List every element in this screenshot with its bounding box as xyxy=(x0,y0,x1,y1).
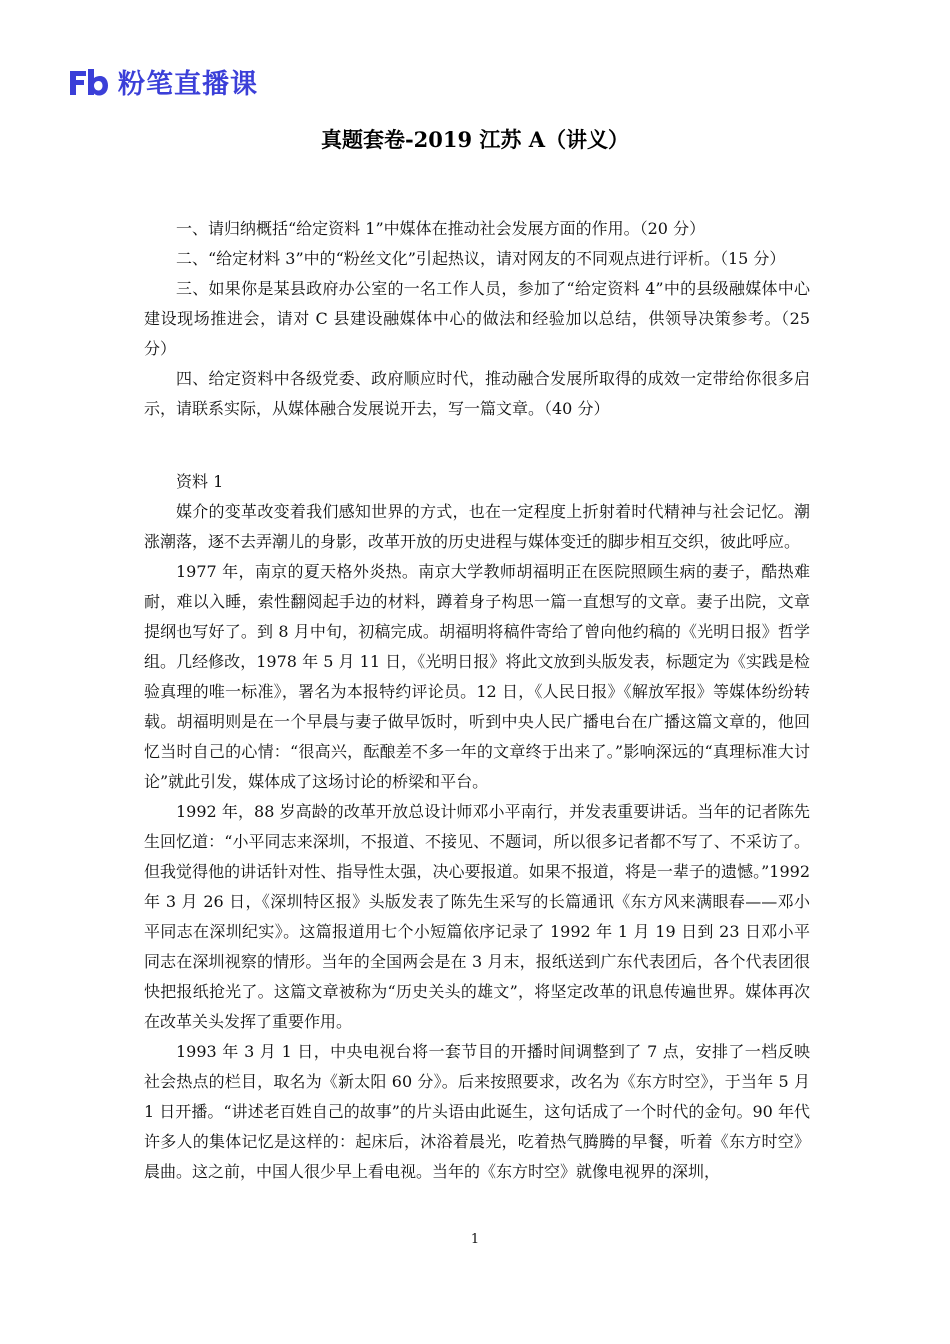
fb-logo-icon xyxy=(66,65,110,99)
document-body xyxy=(144,214,810,1187)
question-3: 三、如果你是某县政府办公室的一名工作人员，参加了“给定资料 4”中的县级融媒体中心建设现场推进会，请对 C 县建设融媒体中心的做法和经验加以总结，供领导决策参考。（25 分） xyxy=(144,279,810,358)
brand-logo xyxy=(66,62,258,101)
question-2: 二、“给定材料 3”中的“粉丝文化”引起热议，请对网友的不同观点进行评析。（15 分） xyxy=(176,249,786,268)
material-paragraph: 1992 年，88 岁高龄的改革开放总设计师邓小平南行，并发表重要讲话。当年的记者陈先生回忆道：“小平同志来深圳，不报道、不接见、不题词，所以很多记者都不写了、不采访了。但我觉得他的讲话针对性、指导性太强，决心要报道。如果不报道，将是一辈子的遗憾。”1992 年 3 月 26 日，《深圳特区报》头版发表了陈先生采写的长篇通讯《东方风来满眼春——邓小平同志在深圳纪实》。这篇报道用七个小短篇依序记录了 1992 年 1 月 19 日到 23 日邓小平同志在深圳视察的情形。当年的全国两会是在 3 月末，报纸送到广东代表团后，各个代表团很快把报纸抢光了。这篇文章被称为“历史关头的雄文”，将坚定改革的讯息传遍世界。媒体再次在改革关头发挥了重要作用。 xyxy=(144,802,810,1031)
question-1: 一、请归纳概括“给定资料 1”中媒体在推动社会发展方面的作用。（20 分） xyxy=(176,219,706,238)
question-4: 四、给定资料中各级党委、政府顺应时代，推动融合发展所取得的成效一定带给你很多启示，请联系实际，从媒体融合发展说开去，写一篇文章。（40 分） xyxy=(144,369,810,418)
material-paragraph: 1977 年，南京的夏天格外炎热。南京大学教师胡福明正在医院照顾生病的妻子，酷热难耐，难以入睡，索性翻阅起手边的材料，蹲着身子构思一篇一直想写的文章。妻子出院，文章提纲也写好了。到 8 月中旬，初稿完成。胡福明将稿件寄给了曾向他约稿的《光明日报》哲学组。几经修改，1978 年 5 月 11 日，《光明日报》将此文放到头版发表，标题定为《实践是检验真理的唯一标准》，署名为本报特约评论员。12 日，《人民日报》《解放军报》等媒体纷纷转载。胡福明则是在一个早晨与妻子做早饭时，听到中央人民广播电台在广播这篇文章的，他回忆当时自己的心情：“很高兴，酝酿差不多一年的文章终于出来了。”影响深远的“真理标准大讨论”就此引发，媒体成了这场讨论的桥梁和平台。 xyxy=(144,562,810,791)
material-paragraph: 1993 年 3 月 1 日，中央电视台将一套节目的开播时间调整到了 7 点，安排了一档反映社会热点的栏目，取名为《新太阳 60 分》。后来按照要求，改名为《东方时空》，于当年 5 月 1 日开播。“讲述老百姓自己的故事”的片头语由此诞生，这句话成了一个时代的金句。90 年代许多人的集体记忆是这样的：起床后，沐浴着晨光，吃着热气腾腾的早餐，听着《东方时空》晨曲。这之前，中国人很少早上看电视。当年的《东方时空》就像电视界的深圳， xyxy=(144,1042,810,1181)
logo-text: 粉笔直播课 xyxy=(118,69,258,100)
material-heading: 资料 1 xyxy=(176,472,224,491)
section-gap xyxy=(144,424,810,467)
page-number: 1 xyxy=(470,1232,480,1247)
material-paragraph: 媒介的变革改变着我们感知世界的方式，也在一定程度上折射着时代精神与社会记忆。潮涨潮落，逐不去弄潮儿的身影，改革开放的历史进程与媒体变迁的脚步相互交织，彼此呼应。 xyxy=(144,502,810,551)
document-title: 真题套卷-2019 江苏 A（讲义） xyxy=(320,127,630,152)
